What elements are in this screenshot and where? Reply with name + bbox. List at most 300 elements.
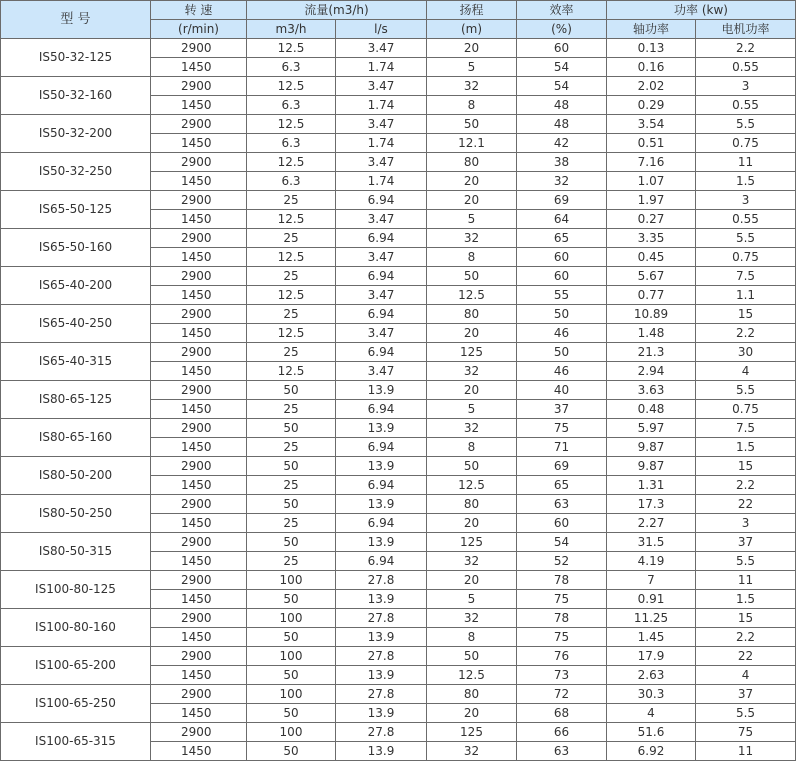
speed-cell: 1450	[151, 476, 247, 495]
flow-ls-cell: 27.8	[336, 685, 427, 704]
model-cell: IS65-40-315	[1, 343, 151, 381]
shaft-power-cell: 0.51	[607, 134, 696, 153]
motor-power-cell: 22	[696, 647, 796, 666]
model-cell: IS65-50-125	[1, 191, 151, 229]
flow-ls-cell: 13.9	[336, 742, 427, 761]
flow-ls-cell: 13.9	[336, 419, 427, 438]
speed-cell: 1450	[151, 590, 247, 609]
speed-cell: 1450	[151, 210, 247, 229]
header-head-unit: (m)	[427, 20, 517, 39]
header-model: 型 号	[1, 1, 151, 39]
shaft-power-cell: 1.31	[607, 476, 696, 495]
speed-cell: 1450	[151, 286, 247, 305]
efficiency-cell: 52	[517, 552, 607, 571]
flow-m3h-cell: 50	[247, 590, 336, 609]
flow-ls-cell: 6.94	[336, 438, 427, 457]
motor-power-cell: 30	[696, 343, 796, 362]
motor-power-cell: 1.5	[696, 438, 796, 457]
header-flow-ls: l/s	[336, 20, 427, 39]
motor-power-cell: 0.55	[696, 58, 796, 77]
flow-m3h-cell: 12.5	[247, 324, 336, 343]
speed-cell: 1450	[151, 248, 247, 267]
flow-ls-cell: 6.94	[336, 514, 427, 533]
motor-power-cell: 11	[696, 571, 796, 590]
motor-power-cell: 7.5	[696, 419, 796, 438]
efficiency-cell: 66	[517, 723, 607, 742]
motor-power-cell: 1.1	[696, 286, 796, 305]
flow-ls-cell: 27.8	[336, 609, 427, 628]
flow-ls-cell: 27.8	[336, 571, 427, 590]
shaft-power-cell: 11.25	[607, 609, 696, 628]
efficiency-cell: 71	[517, 438, 607, 457]
table-row	[1, 305, 796, 324]
model-cell: IS50-32-160	[1, 77, 151, 115]
head-cell: 8	[427, 96, 517, 115]
shaft-power-cell: 9.87	[607, 438, 696, 457]
shaft-power-cell: 17.9	[607, 647, 696, 666]
model-cell: IS80-65-160	[1, 419, 151, 457]
shaft-power-cell: 7.16	[607, 153, 696, 172]
model-cell: IS100-80-125	[1, 571, 151, 609]
flow-ls-cell: 1.74	[336, 172, 427, 191]
table-row	[1, 457, 796, 476]
efficiency-cell: 50	[517, 343, 607, 362]
flow-ls-cell: 27.8	[336, 647, 427, 666]
flow-m3h-cell: 12.5	[247, 77, 336, 96]
flow-ls-cell: 27.8	[336, 723, 427, 742]
motor-power-cell: 5.5	[696, 381, 796, 400]
head-cell: 5	[427, 400, 517, 419]
head-cell: 5	[427, 590, 517, 609]
flow-m3h-cell: 25	[247, 191, 336, 210]
model-cell: IS65-50-160	[1, 229, 151, 267]
table-row	[1, 571, 796, 590]
header-speed: 转 速	[151, 1, 247, 20]
shaft-power-cell: 2.94	[607, 362, 696, 381]
table-row	[1, 381, 796, 400]
head-cell: 20	[427, 39, 517, 58]
flow-ls-cell: 3.47	[336, 210, 427, 229]
speed-cell: 2900	[151, 495, 247, 514]
shaft-power-cell: 4.19	[607, 552, 696, 571]
model-cell: IS50-32-250	[1, 153, 151, 191]
flow-m3h-cell: 50	[247, 457, 336, 476]
shaft-power-cell: 5.67	[607, 267, 696, 286]
flow-ls-cell: 13.9	[336, 533, 427, 552]
table-row	[1, 533, 796, 552]
efficiency-cell: 65	[517, 476, 607, 495]
efficiency-cell: 46	[517, 324, 607, 343]
shaft-power-cell: 10.89	[607, 305, 696, 324]
head-cell: 32	[427, 552, 517, 571]
flow-m3h-cell: 25	[247, 438, 336, 457]
shaft-power-cell: 0.27	[607, 210, 696, 229]
speed-cell: 1450	[151, 704, 247, 723]
header-motor-power: 电机功率	[696, 20, 796, 39]
flow-ls-cell: 13.9	[336, 704, 427, 723]
model-cell: IS100-65-200	[1, 647, 151, 685]
shaft-power-cell: 1.48	[607, 324, 696, 343]
speed-cell: 2900	[151, 343, 247, 362]
motor-power-cell: 2.2	[696, 628, 796, 647]
model-cell: IS80-50-315	[1, 533, 151, 571]
model-cell: IS50-32-125	[1, 39, 151, 77]
flow-ls-cell: 13.9	[336, 590, 427, 609]
shaft-power-cell: 0.91	[607, 590, 696, 609]
shaft-power-cell: 0.29	[607, 96, 696, 115]
speed-cell: 2900	[151, 571, 247, 590]
flow-m3h-cell: 12.5	[247, 248, 336, 267]
motor-power-cell: 1.5	[696, 590, 796, 609]
speed-cell: 2900	[151, 647, 247, 666]
speed-cell: 1450	[151, 96, 247, 115]
motor-power-cell: 3	[696, 77, 796, 96]
speed-cell: 2900	[151, 305, 247, 324]
speed-cell: 1450	[151, 400, 247, 419]
flow-m3h-cell: 25	[247, 229, 336, 248]
head-cell: 32	[427, 229, 517, 248]
shaft-power-cell: 5.97	[607, 419, 696, 438]
speed-cell: 1450	[151, 324, 247, 343]
motor-power-cell: 0.75	[696, 248, 796, 267]
flow-ls-cell: 3.47	[336, 39, 427, 58]
flow-m3h-cell: 25	[247, 305, 336, 324]
table-row	[1, 115, 796, 134]
shaft-power-cell: 21.3	[607, 343, 696, 362]
model-cell: IS65-40-250	[1, 305, 151, 343]
header-flow: 流量(m3/h)	[247, 1, 427, 20]
shaft-power-cell: 0.16	[607, 58, 696, 77]
speed-cell: 1450	[151, 438, 247, 457]
head-cell: 32	[427, 77, 517, 96]
shaft-power-cell: 3.54	[607, 115, 696, 134]
head-cell: 8	[427, 438, 517, 457]
shaft-power-cell: 1.45	[607, 628, 696, 647]
header-efficiency: 效率	[517, 1, 607, 20]
flow-ls-cell: 6.94	[336, 476, 427, 495]
motor-power-cell: 2.2	[696, 476, 796, 495]
efficiency-cell: 72	[517, 685, 607, 704]
flow-m3h-cell: 50	[247, 704, 336, 723]
motor-power-cell: 4	[696, 362, 796, 381]
shaft-power-cell: 0.13	[607, 39, 696, 58]
table-row	[1, 343, 796, 362]
head-cell: 12.1	[427, 134, 517, 153]
flow-m3h-cell: 50	[247, 666, 336, 685]
head-cell: 125	[427, 533, 517, 552]
efficiency-cell: 60	[517, 267, 607, 286]
shaft-power-cell: 2.02	[607, 77, 696, 96]
efficiency-cell: 55	[517, 286, 607, 305]
model-cell: IS80-50-250	[1, 495, 151, 533]
flow-ls-cell: 3.47	[336, 248, 427, 267]
efficiency-cell: 37	[517, 400, 607, 419]
flow-ls-cell: 3.47	[336, 77, 427, 96]
efficiency-cell: 60	[517, 39, 607, 58]
speed-cell: 2900	[151, 609, 247, 628]
head-cell: 80	[427, 305, 517, 324]
flow-m3h-cell: 25	[247, 514, 336, 533]
shaft-power-cell: 30.3	[607, 685, 696, 704]
head-cell: 20	[427, 172, 517, 191]
flow-m3h-cell: 6.3	[247, 172, 336, 191]
efficiency-cell: 46	[517, 362, 607, 381]
table-row	[1, 419, 796, 438]
shaft-power-cell: 3.35	[607, 229, 696, 248]
head-cell: 50	[427, 267, 517, 286]
motor-power-cell: 5.5	[696, 552, 796, 571]
header-head: 扬程	[427, 1, 517, 20]
head-cell: 32	[427, 362, 517, 381]
shaft-power-cell: 1.97	[607, 191, 696, 210]
header-efficiency-unit: (%)	[517, 20, 607, 39]
flow-m3h-cell: 12.5	[247, 362, 336, 381]
speed-cell: 2900	[151, 153, 247, 172]
header-power: 功率 (kw)	[607, 1, 796, 20]
efficiency-cell: 64	[517, 210, 607, 229]
flow-ls-cell: 3.47	[336, 324, 427, 343]
flow-m3h-cell: 100	[247, 723, 336, 742]
table-row	[1, 153, 796, 172]
motor-power-cell: 0.55	[696, 96, 796, 115]
head-cell: 5	[427, 210, 517, 229]
flow-ls-cell: 13.9	[336, 381, 427, 400]
efficiency-cell: 69	[517, 191, 607, 210]
model-cell: IS100-65-315	[1, 723, 151, 761]
shaft-power-cell: 6.92	[607, 742, 696, 761]
speed-cell: 2900	[151, 685, 247, 704]
flow-ls-cell: 13.9	[336, 628, 427, 647]
motor-power-cell: 3	[696, 191, 796, 210]
speed-cell: 2900	[151, 77, 247, 96]
speed-cell: 1450	[151, 742, 247, 761]
motor-power-cell: 1.5	[696, 172, 796, 191]
shaft-power-cell: 31.5	[607, 533, 696, 552]
flow-m3h-cell: 6.3	[247, 134, 336, 153]
table-row	[1, 229, 796, 248]
table-body	[1, 39, 796, 761]
flow-m3h-cell: 50	[247, 419, 336, 438]
efficiency-cell: 75	[517, 419, 607, 438]
motor-power-cell: 3	[696, 514, 796, 533]
efficiency-cell: 73	[517, 666, 607, 685]
motor-power-cell: 15	[696, 305, 796, 324]
flow-ls-cell: 3.47	[336, 153, 427, 172]
efficiency-cell: 75	[517, 590, 607, 609]
flow-m3h-cell: 12.5	[247, 153, 336, 172]
efficiency-cell: 68	[517, 704, 607, 723]
table-row	[1, 495, 796, 514]
efficiency-cell: 54	[517, 77, 607, 96]
head-cell: 50	[427, 647, 517, 666]
speed-cell: 2900	[151, 191, 247, 210]
motor-power-cell: 7.5	[696, 267, 796, 286]
efficiency-cell: 54	[517, 533, 607, 552]
shaft-power-cell: 9.87	[607, 457, 696, 476]
model-cell: IS100-65-250	[1, 685, 151, 723]
efficiency-cell: 63	[517, 495, 607, 514]
table-header	[1, 1, 796, 39]
header-row-1	[1, 1, 796, 20]
flow-ls-cell: 3.47	[336, 115, 427, 134]
model-cell: IS65-40-200	[1, 267, 151, 305]
shaft-power-cell: 0.77	[607, 286, 696, 305]
efficiency-cell: 65	[517, 229, 607, 248]
head-cell: 32	[427, 609, 517, 628]
flow-m3h-cell: 50	[247, 495, 336, 514]
header-shaft-power: 轴功率	[607, 20, 696, 39]
flow-ls-cell: 13.9	[336, 495, 427, 514]
head-cell: 50	[427, 457, 517, 476]
efficiency-cell: 48	[517, 115, 607, 134]
efficiency-cell: 69	[517, 457, 607, 476]
shaft-power-cell: 0.48	[607, 400, 696, 419]
efficiency-cell: 60	[517, 248, 607, 267]
efficiency-cell: 50	[517, 305, 607, 324]
head-cell: 5	[427, 58, 517, 77]
motor-power-cell: 11	[696, 742, 796, 761]
efficiency-cell: 76	[517, 647, 607, 666]
head-cell: 20	[427, 191, 517, 210]
motor-power-cell: 2.2	[696, 324, 796, 343]
shaft-power-cell: 2.27	[607, 514, 696, 533]
shaft-power-cell: 2.63	[607, 666, 696, 685]
flow-ls-cell: 1.74	[336, 134, 427, 153]
head-cell: 80	[427, 153, 517, 172]
speed-cell: 2900	[151, 115, 247, 134]
flow-m3h-cell: 12.5	[247, 286, 336, 305]
head-cell: 125	[427, 723, 517, 742]
motor-power-cell: 4	[696, 666, 796, 685]
shaft-power-cell: 7	[607, 571, 696, 590]
speed-cell: 1450	[151, 628, 247, 647]
flow-m3h-cell: 50	[247, 742, 336, 761]
speed-cell: 2900	[151, 267, 247, 286]
efficiency-cell: 78	[517, 609, 607, 628]
flow-m3h-cell: 12.5	[247, 39, 336, 58]
shaft-power-cell: 17.3	[607, 495, 696, 514]
motor-power-cell: 2.2	[696, 39, 796, 58]
model-cell: IS80-50-200	[1, 457, 151, 495]
head-cell: 8	[427, 628, 517, 647]
efficiency-cell: 78	[517, 571, 607, 590]
flow-m3h-cell: 6.3	[247, 96, 336, 115]
table-row	[1, 267, 796, 286]
head-cell: 20	[427, 514, 517, 533]
head-cell: 20	[427, 381, 517, 400]
flow-m3h-cell: 50	[247, 628, 336, 647]
motor-power-cell: 15	[696, 457, 796, 476]
flow-m3h-cell: 25	[247, 267, 336, 286]
model-cell: IS50-32-200	[1, 115, 151, 153]
flow-ls-cell: 6.94	[336, 229, 427, 248]
speed-cell: 1450	[151, 514, 247, 533]
model-cell: IS80-65-125	[1, 381, 151, 419]
flow-ls-cell: 3.47	[336, 286, 427, 305]
head-cell: 50	[427, 115, 517, 134]
motor-power-cell: 15	[696, 609, 796, 628]
head-cell: 12.5	[427, 286, 517, 305]
head-cell: 20	[427, 324, 517, 343]
speed-cell: 2900	[151, 229, 247, 248]
speed-cell: 2900	[151, 457, 247, 476]
speed-cell: 2900	[151, 381, 247, 400]
flow-ls-cell: 6.94	[336, 305, 427, 324]
efficiency-cell: 42	[517, 134, 607, 153]
efficiency-cell: 60	[517, 514, 607, 533]
flow-m3h-cell: 50	[247, 533, 336, 552]
head-cell: 20	[427, 704, 517, 723]
flow-m3h-cell: 25	[247, 476, 336, 495]
speed-cell: 1450	[151, 134, 247, 153]
speed-cell: 2900	[151, 723, 247, 742]
table-row	[1, 77, 796, 96]
motor-power-cell: 0.55	[696, 210, 796, 229]
motor-power-cell: 5.5	[696, 115, 796, 134]
header-speed-unit: (r/min)	[151, 20, 247, 39]
table-row	[1, 39, 796, 58]
flow-ls-cell: 3.47	[336, 362, 427, 381]
speed-cell: 2900	[151, 419, 247, 438]
header-flow-m3h: m3/h	[247, 20, 336, 39]
flow-ls-cell: 13.9	[336, 457, 427, 476]
efficiency-cell: 54	[517, 58, 607, 77]
flow-ls-cell: 6.94	[336, 343, 427, 362]
head-cell: 125	[427, 343, 517, 362]
speed-cell: 1450	[151, 58, 247, 77]
motor-power-cell: 75	[696, 723, 796, 742]
efficiency-cell: 48	[517, 96, 607, 115]
speed-cell: 1450	[151, 552, 247, 571]
flow-m3h-cell: 12.5	[247, 115, 336, 134]
flow-ls-cell: 1.74	[336, 58, 427, 77]
motor-power-cell: 0.75	[696, 400, 796, 419]
efficiency-cell: 75	[517, 628, 607, 647]
motor-power-cell: 5.5	[696, 229, 796, 248]
flow-m3h-cell: 100	[247, 571, 336, 590]
table-row	[1, 191, 796, 210]
flow-m3h-cell: 25	[247, 400, 336, 419]
model-cell: IS100-80-160	[1, 609, 151, 647]
flow-ls-cell: 6.94	[336, 552, 427, 571]
shaft-power-cell: 1.07	[607, 172, 696, 191]
motor-power-cell: 22	[696, 495, 796, 514]
speed-cell: 1450	[151, 666, 247, 685]
head-cell: 8	[427, 248, 517, 267]
flow-m3h-cell: 100	[247, 609, 336, 628]
flow-m3h-cell: 100	[247, 685, 336, 704]
table-row	[1, 685, 796, 704]
motor-power-cell: 0.75	[696, 134, 796, 153]
speed-cell: 2900	[151, 39, 247, 58]
flow-ls-cell: 1.74	[336, 96, 427, 115]
flow-m3h-cell: 6.3	[247, 58, 336, 77]
flow-m3h-cell: 12.5	[247, 210, 336, 229]
efficiency-cell: 38	[517, 153, 607, 172]
flow-m3h-cell: 25	[247, 343, 336, 362]
head-cell: 20	[427, 571, 517, 590]
motor-power-cell: 37	[696, 533, 796, 552]
efficiency-cell: 32	[517, 172, 607, 191]
flow-m3h-cell: 100	[247, 647, 336, 666]
head-cell: 80	[427, 495, 517, 514]
flow-m3h-cell: 25	[247, 552, 336, 571]
flow-ls-cell: 6.94	[336, 400, 427, 419]
flow-ls-cell: 13.9	[336, 666, 427, 685]
speed-cell: 1450	[151, 362, 247, 381]
table-row	[1, 609, 796, 628]
head-cell: 12.5	[427, 476, 517, 495]
